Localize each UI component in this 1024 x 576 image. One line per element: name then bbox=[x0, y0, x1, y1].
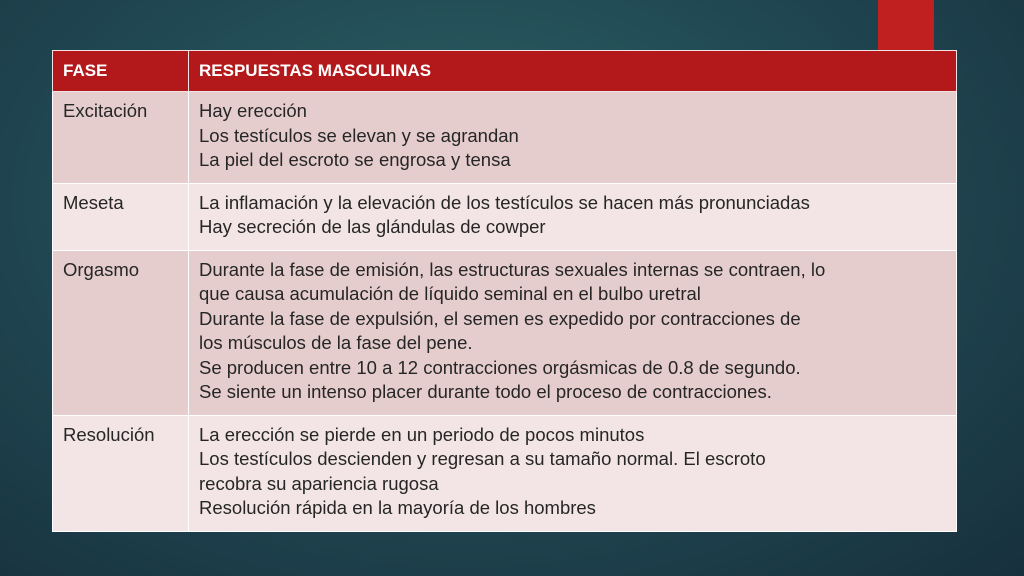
table-row bbox=[53, 92, 957, 184]
phase-cell: Orgasmo bbox=[53, 250, 189, 415]
response-line: La piel del escroto se engrosa y tensa bbox=[199, 149, 511, 170]
header-responses: RESPUESTAS MASCULINAS bbox=[189, 51, 957, 92]
header-phase: FASE bbox=[53, 51, 189, 92]
response-line: Durante la fase de emisión, las estructuras sexuales internas se contraen, lo bbox=[199, 258, 826, 280]
response-line: La inflamación y la elevación de los testículos se hacen más pronunciadas bbox=[199, 191, 810, 213]
response-cell bbox=[189, 415, 957, 531]
table-row bbox=[53, 415, 957, 531]
response-line: recobra su apariencia rugosa bbox=[199, 472, 439, 494]
table-row bbox=[53, 250, 957, 415]
response-line: que causa acumulación de líquido seminal en el bulbo uretral bbox=[199, 283, 701, 304]
accent-bar bbox=[878, 0, 934, 50]
response-line: Hay secreción de las glándulas de cowper bbox=[199, 216, 546, 237]
table-row bbox=[53, 183, 957, 250]
response-line: Se producen entre 10 a 12 contracciones orgásmicas de 0.8 de segundo. bbox=[199, 356, 801, 378]
response-line: Los testículos descienden y regresan a su tamaño normal. El escroto bbox=[199, 448, 766, 469]
phase-cell: Meseta bbox=[53, 183, 189, 250]
response-cell bbox=[189, 250, 957, 415]
phase-cell: Resolución bbox=[53, 415, 189, 531]
response-line: Se siente un intenso placer durante todo el proceso de contracciones. bbox=[199, 381, 772, 402]
response-line: Durante la fase de expulsión, el semen es expedido por contracciones de bbox=[199, 307, 801, 329]
response-line: La erección se pierde en un periodo de pocos minutos bbox=[199, 423, 645, 445]
response-cell bbox=[189, 183, 957, 250]
response-line: Resolución rápida en la mayoría de los hombres bbox=[199, 497, 596, 518]
response-cell bbox=[189, 92, 957, 184]
phases-table bbox=[52, 50, 957, 532]
table-header-row bbox=[53, 51, 957, 92]
phase-cell: Excitación bbox=[53, 92, 189, 184]
response-line: Los testículos se elevan y se agrandan bbox=[199, 124, 519, 146]
response-line: Hay erección bbox=[199, 100, 307, 121]
response-line: los músculos de la fase del pene. bbox=[199, 332, 473, 353]
